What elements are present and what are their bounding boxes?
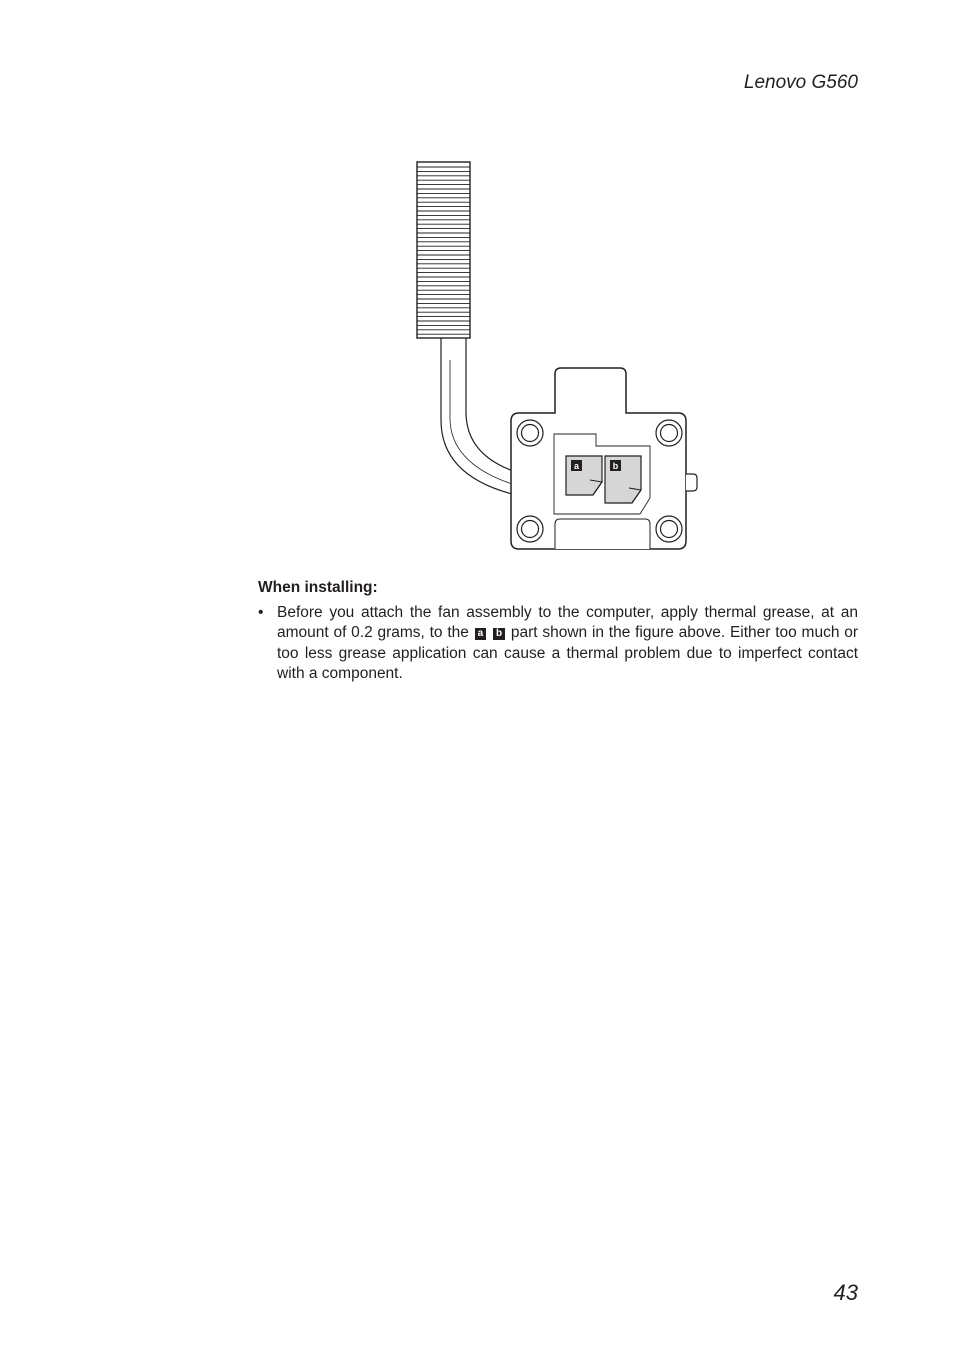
callout-b-label: b bbox=[612, 461, 619, 471]
fin-stack bbox=[417, 162, 470, 338]
contact-pad-b bbox=[605, 456, 641, 503]
section-heading: When installing: bbox=[258, 579, 378, 596]
bullet-mark: • bbox=[258, 603, 264, 621]
callout-a-label: a bbox=[573, 461, 580, 471]
tag-b: b bbox=[493, 628, 505, 640]
tag-a: a bbox=[475, 628, 487, 640]
installation-notes bbox=[258, 578, 858, 685]
heatsink-figure bbox=[400, 150, 710, 560]
bullet-text-after: part shown in the figure above. Either too much or too less grease application can cause a thermal problem due to imperfect contact with a component. bbox=[277, 624, 858, 682]
document-title: Lenovo G560 bbox=[743, 72, 858, 93]
bullet-text-before: Before you attach the fan assembly to the computer, apply thermal grease, at an amount of 0.2 grams, to the bbox=[277, 603, 858, 641]
heat-pipe bbox=[441, 338, 516, 494]
thermal-block bbox=[511, 368, 697, 549]
contact-pad-a bbox=[566, 456, 602, 495]
bullet-text bbox=[277, 603, 858, 685]
bullet-item bbox=[258, 603, 858, 685]
page-number: 43 bbox=[833, 1280, 858, 1305]
